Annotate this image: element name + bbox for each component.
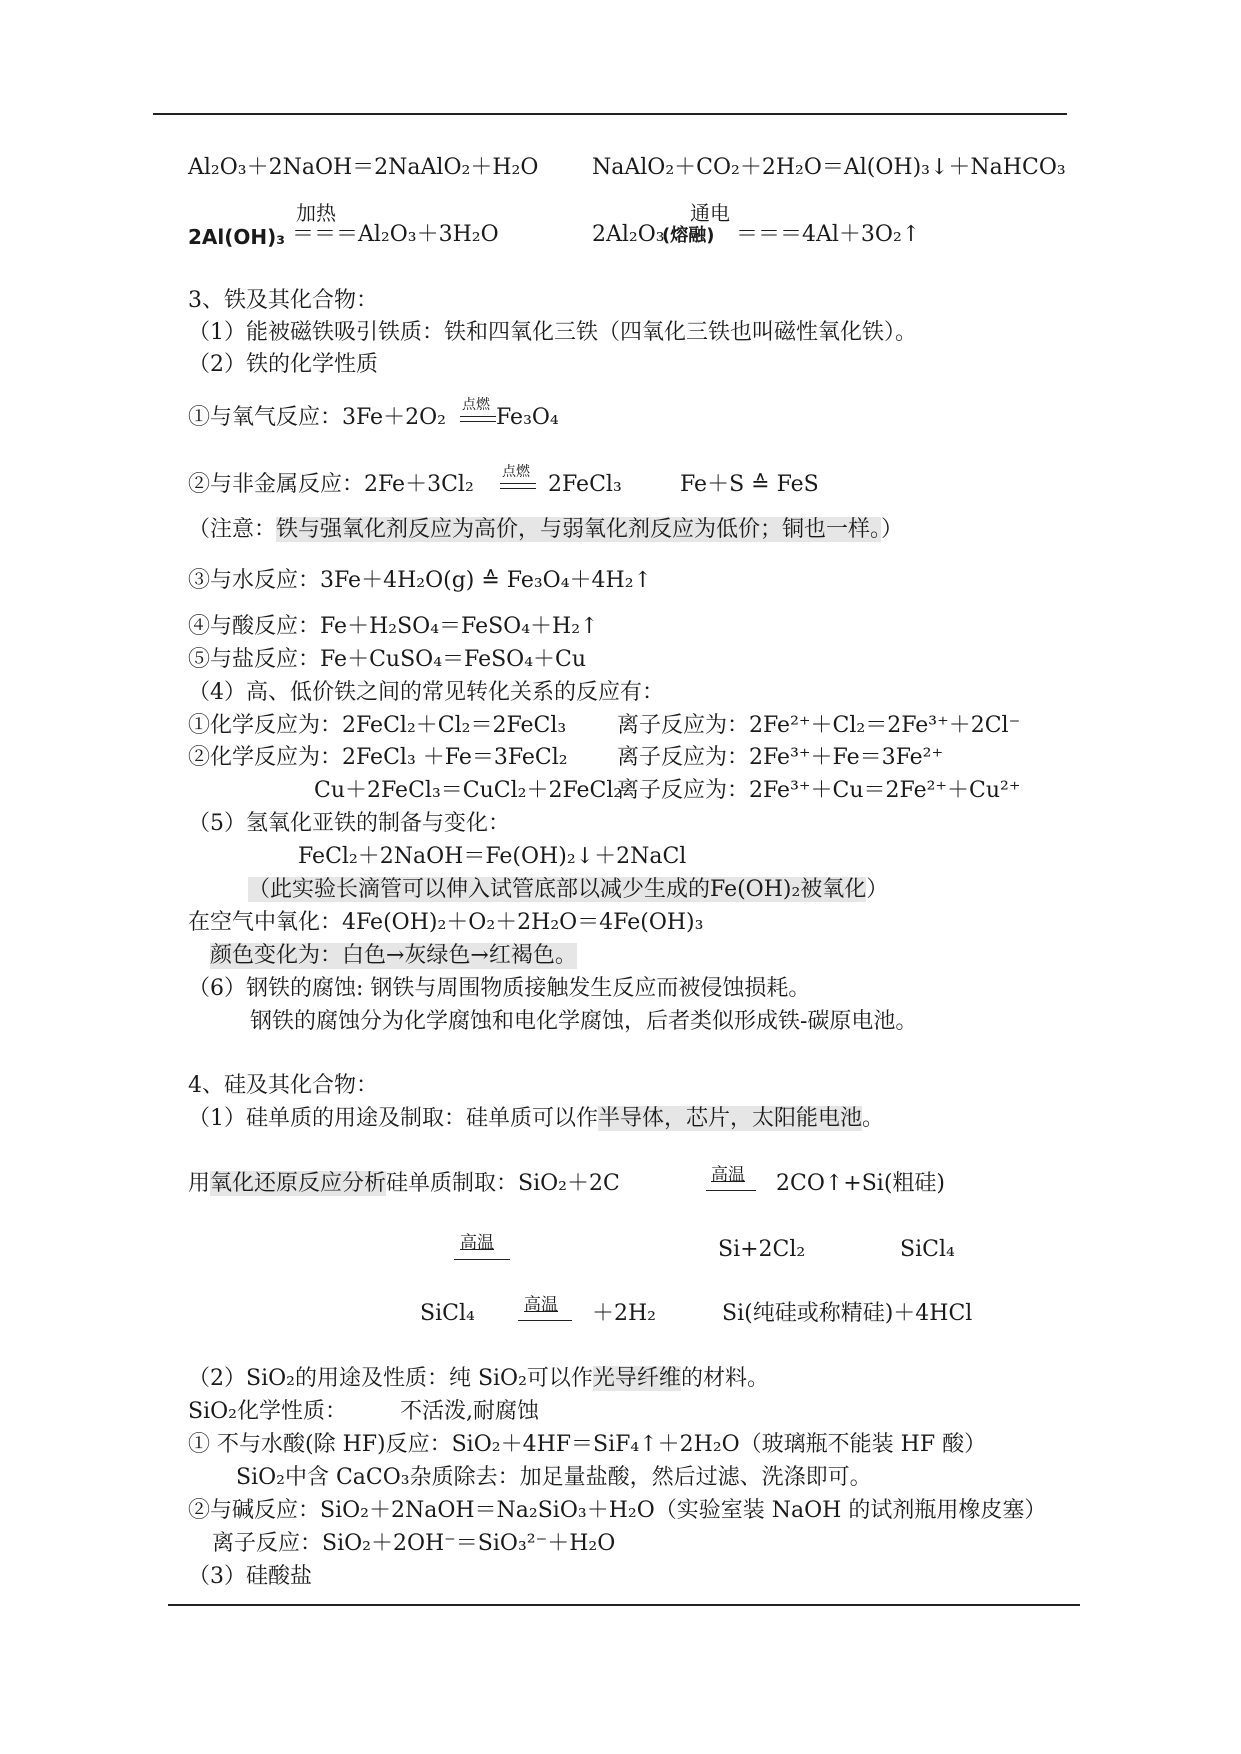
fe-c1-chem: ①化学反应为：2FeCl₂＋Cl₂＝2FeCl₃: [188, 713, 567, 738]
al-eq-1a: Al₂O₃＋2NaOH＝2NaAlO₂＋H₂O: [188, 155, 539, 180]
fe-r2-right: 2FeCl₃: [548, 472, 622, 497]
si-method-bar: [706, 1190, 756, 1191]
al-eq-2b-melt: (熔融): [662, 225, 715, 246]
si-p2-end: 的材料。: [680, 1366, 769, 1391]
fe-p4: （4）高、低价铁之间的常见转化关系的反应有：: [188, 680, 664, 705]
si-method-eq: 硅单质制取：SiO₂＋2C: [386, 1171, 620, 1196]
si-e3-condition: 高温: [524, 1295, 558, 1315]
si-p2-highlight: 光导纤维: [592, 1366, 681, 1391]
fe-note-open: （注意：: [188, 517, 277, 542]
fe-p5-note-highlight: （此实验长滴管可以伸入试管底部以减少生成的Fe(OH)₂被氧化: [248, 877, 867, 902]
fe-p5-air: 在空气中氧化：4Fe(OH)₂＋O₂＋2H₂O＝4Fe(OH)₃: [188, 910, 704, 935]
fe-p1: （1）能被磁铁吸引铁质：铁和四氧化三铁（四氧化三铁也叫磁性氧化铁）。: [188, 320, 917, 345]
fe-note-close: ）: [881, 517, 904, 542]
fe-r1-condition: 点燃: [462, 397, 490, 413]
si-e2-b: SiCl₄: [900, 1237, 955, 1262]
fe-p5-color: 颜色变化为：白色→灰绿色→红褐色。: [210, 943, 577, 968]
fe-r2-condition: 点燃: [502, 464, 530, 480]
fe-p2: （2）铁的化学性质: [188, 352, 378, 377]
fe-c2-chem: ②化学反应为：2FeCl₃ ＋Fe＝3FeCl₂: [188, 745, 568, 770]
fe-note-highlight: 铁与强氧化剂反应为高价，与弱氧化剂反应为低价；铜也一样。: [276, 517, 882, 542]
si-chem-label: SiO₂化学性质：: [188, 1399, 347, 1424]
si-e3-a: SiCl₄: [420, 1301, 475, 1326]
fe-p6b: 钢铁的腐蚀分为化学腐蚀和电化学腐蚀，后者类似形成铁-碳原电池。: [250, 1009, 918, 1034]
si-method-highlight: 氧化还原反应分析: [210, 1171, 387, 1196]
si-s2b: 离子反应：SiO₂＋2OH⁻＝SiO₃²⁻＋H₂O: [212, 1531, 616, 1556]
fe-note: [188, 517, 903, 543]
si-p3: （3）硅酸盐: [188, 1564, 312, 1589]
si-p2: [188, 1366, 769, 1392]
al-eq-1b: NaAlO₂＋CO₂＋2H₂O＝Al(OH)₃↓＋NaHCO₃: [592, 155, 1066, 180]
fe-r1-right: Fe₃O₄: [496, 405, 559, 430]
si-method-product: 2CO↑+Si(粗硅): [776, 1171, 946, 1196]
si-method-condition: 高温: [711, 1165, 745, 1185]
si-e3-bar: [518, 1320, 572, 1321]
si-e2-a: Si+2Cl₂: [718, 1237, 806, 1262]
si-heading: 4、硅及其化合物：: [188, 1073, 378, 1098]
footer-rule: [168, 1604, 1080, 1606]
si-p1-lead: （1）硅单质的用途及制取：硅单质可以作: [188, 1106, 598, 1131]
si-p2-lead: （2）SiO₂的用途及性质：纯 SiO₂可以作: [188, 1366, 593, 1391]
fe-r1-left: ①与氧气反应：3Fe＋2O₂: [188, 405, 446, 430]
fe-r1-double-bar: [460, 416, 496, 422]
fe-r4: ④与酸反应：Fe＋H₂SO₄＝FeSO₄＋H₂↑: [188, 614, 599, 639]
fe-r3: ③与水反应：3Fe＋4H₂O(g) ≙ Fe₃O₄＋4H₂↑: [188, 568, 652, 593]
si-s1b: SiO₂中含 CaCO₃杂质除去：加足量盐酸，然后过滤、洗涤即可。: [236, 1465, 872, 1490]
fe-c1-ion: 离子反应为：2Fe²⁺＋Cl₂＝2Fe³⁺＋2Cl⁻: [617, 713, 1021, 738]
si-p1: [188, 1106, 884, 1132]
si-e2-condition: 高温: [460, 1233, 494, 1253]
si-chem-value: 不活泼,耐腐蚀: [400, 1399, 539, 1424]
si-p1-end: 。: [862, 1106, 885, 1131]
fe-c3-ion: 离子反应为：2Fe³⁺＋Cu＝2Fe²⁺＋Cu²⁺: [617, 778, 1021, 803]
fe-c2-ion: 离子反应为：2Fe³⁺＋Fe＝3Fe²⁺: [617, 745, 944, 770]
al-eq-2b-left: 2Al₂O₃: [592, 222, 665, 247]
fe-heading: 3、铁及其化合物：: [188, 288, 378, 313]
si-e3-c: Si(纯硅或称精硅)＋4HCl: [722, 1301, 973, 1326]
si-e3-b: ＋2H₂: [592, 1301, 657, 1326]
fe-r2-double-bar: [500, 483, 536, 489]
fe-r2-extra: Fe＋S ≙ FeS: [680, 472, 819, 497]
fe-p5-note-close: ）: [866, 877, 889, 902]
fe-p5-note: [248, 877, 888, 903]
header-rule: [153, 113, 1067, 115]
fe-r2-left: ②与非金属反应：2Fe＋3Cl₂: [188, 472, 474, 497]
fe-p5-eq: FeCl₂＋2NaOH＝Fe(OH)₂↓＋2NaCl: [298, 844, 687, 869]
si-e2-bar: [454, 1259, 510, 1260]
si-s2: ②与碱反应：SiO₂＋2NaOH＝Na₂SiO₃＋H₂O（实验室装 NaOH 的试剂瓶用橡皮塞）: [188, 1498, 1047, 1523]
si-s1: ① 不与水酸(除 HF)反应：SiO₂＋4HF＝SiF₄↑＋2H₂O（玻璃瓶不能装 HF 酸）: [188, 1432, 987, 1457]
al-eq-2a-left: 2Al(OH)₃: [188, 225, 286, 249]
si-method-lead: 用: [188, 1171, 211, 1196]
fe-p6: （6）钢铁的腐蚀: 钢铁与周围物质接触发生反应而被侵蚀损耗。: [188, 976, 811, 1001]
al-eq-2a-condition: 加热: [296, 201, 336, 225]
al-eq-2b-right: ＝＝＝4Al＋3O₂↑: [736, 222, 921, 247]
fe-r5: ⑤与盐反应：Fe＋CuSO₄＝FeSO₄＋Cu: [188, 647, 587, 672]
al-eq-2b-condition: 通电: [690, 201, 730, 225]
si-method: [188, 1171, 620, 1197]
fe-p5: （5）氢氧化亚铁的制备与变化：: [188, 811, 510, 836]
si-p1-highlight: 半导体，芯片，太阳能电池: [598, 1106, 863, 1131]
fe-c3-chem: Cu＋2FeCl₃＝CuCl₂＋2FeCl₂: [314, 778, 623, 803]
al-eq-2a-right: ＝＝＝Al₂O₃＋3H₂O: [292, 222, 499, 247]
